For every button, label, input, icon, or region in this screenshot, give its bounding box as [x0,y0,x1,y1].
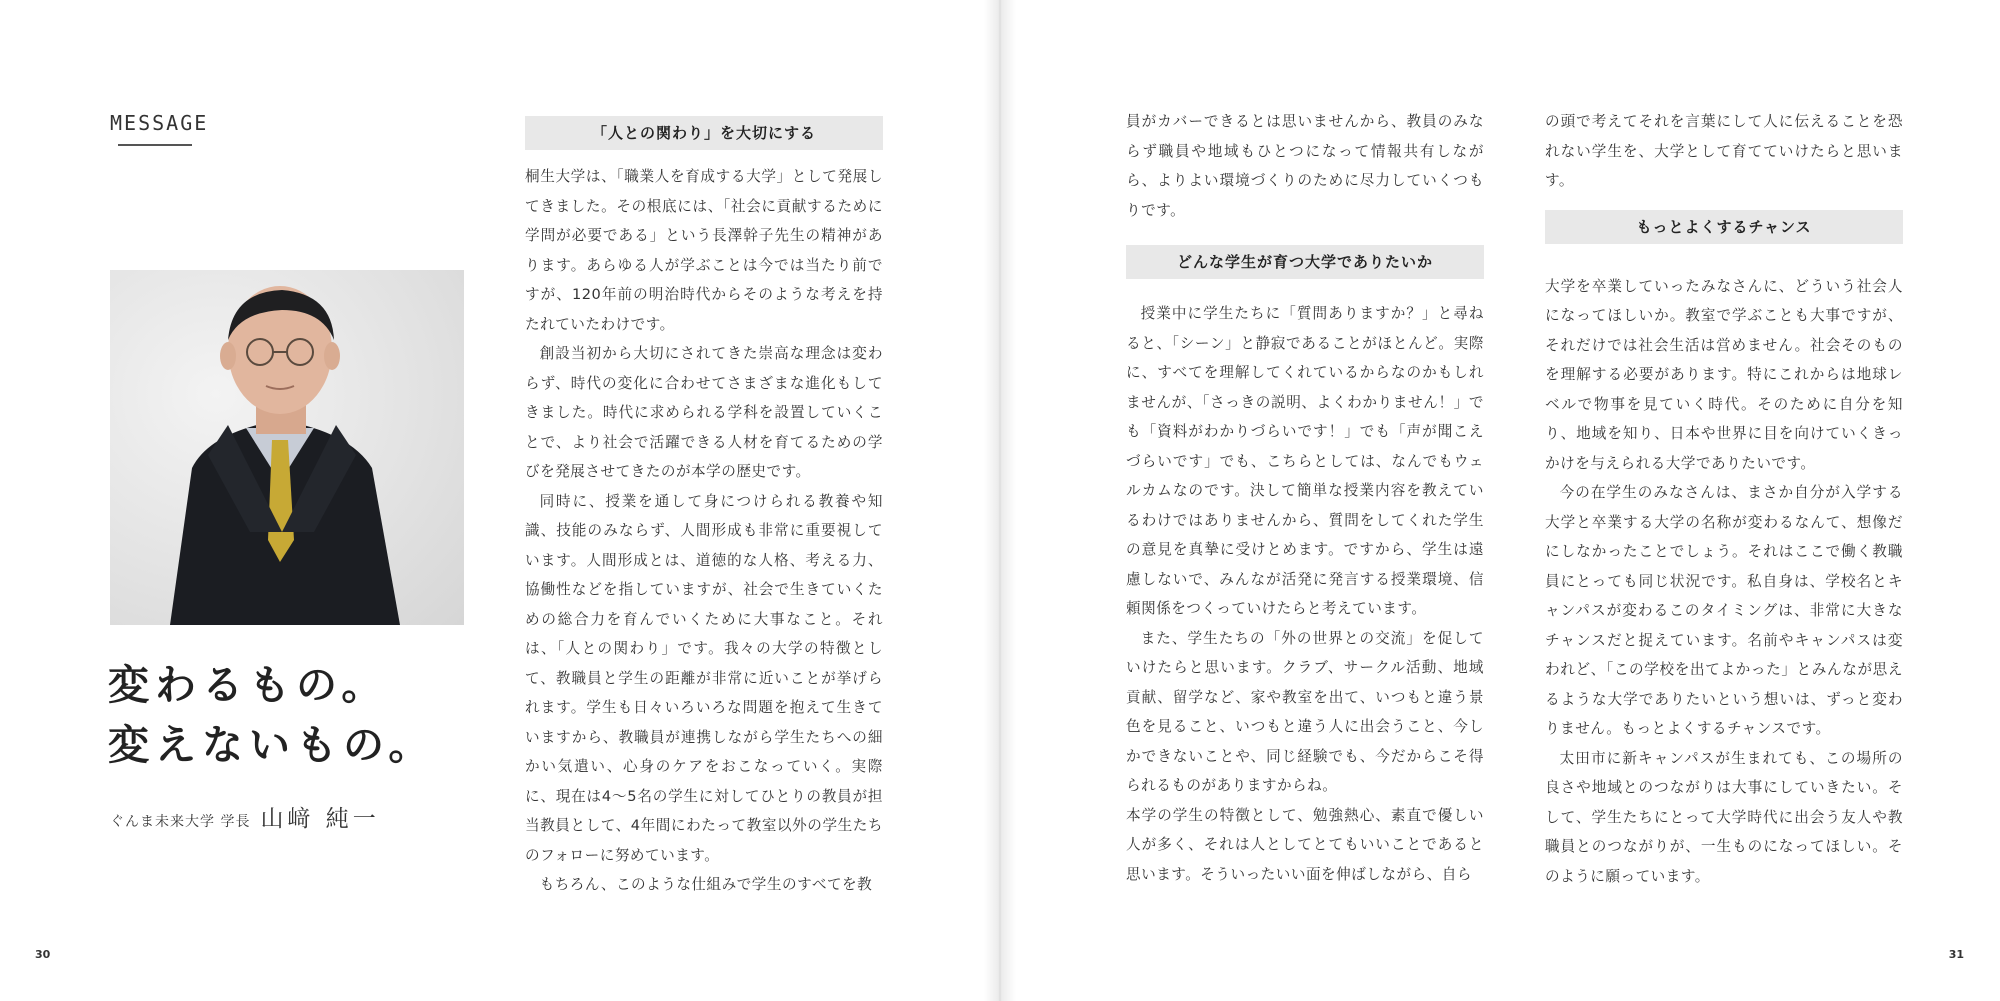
left-text-column [525,116,883,900]
headline [108,655,435,775]
headline-line-1: 変わるもの。 [108,661,389,709]
right-text-column-2 [1545,107,1903,891]
page-number: 30 [35,948,51,961]
body-paragraph: 太田市に新キャンパスが生まれても、この場所の良さや地域とのつながりは大事にしていきたい。そして、学生たちにとって大学時代に出会う友人や教職員とのつながりが、一生ものになってほしい。そのように願っています。 [1545,749,1903,885]
body-paragraph: 本学の学生の特徴として、勉強熱心、素直で優しい人が多く、それは人としてとてもいいことであると思います。そういったいい面を伸ばしながら、自ら [1126,806,1484,883]
portrait-illustration [110,270,464,625]
body-paragraph: 創設当初から大切にされてきた崇高な理念は変わらず、時代の変化に合わせてさまざまな進化もしてきました。時代に求められる学科を設置していくことで、より社会で活躍できる人材を育てるための学びを発展させてきたのが本学の歴史です。 [525,345,883,480]
body-paragraph: 授業中に学生たちに「質問ありますか？」と尋ねると、「シーン」と静寂であることがほとんど。実際に、すべてを理解してくれているからなのかもしれませんが、「さっきの説明、よくわかりません！」でも「資料がわかりづらいです！」でも「声が聞こえづらいです」でも、こちらとしては、なんでもウェルカムなのです。決して簡単な授業内容を教えているわけではありませんから、質問をしてくれた学生の意見を真摯に受けとめます。ですから、学生は遠慮しないで、みんなが活発に発言する授業環境、信頼関係をつくっていけたらと考えています。 [1126,305,1484,617]
section-heading: もっとよくするチャンス [1545,210,1903,244]
headline-line-2: 変えないもの。 [108,721,436,769]
body-paragraph: 今の在学生のみなさんは、まさか自分が入学する大学と卒業する大学の名称が変わるなんて、想像だにしなかったことでしょう。それはここで働く教職員にとっても同じ状況です。私自身は、学校名とキャンパスが変わるこのタイミングは、非常に大きなチャンスだと捉えています。名前やキャンパスは変われど、「この学校を出てよかった」とみんなが思えるような大学でありたいという想いは、ずっと変わりません。もっとよくするチャンスです。 [1545,484,1903,737]
signature-role: ぐんま未来大学 学長 [110,814,251,830]
body-paragraph: 桐生大学は、「職業人を育成する大学」として発展してきました。その根底には、「社会に貢献するために学問が必要である」という長澤幹子先生の精神があります。あらゆる人が学ぶことは今では当たり前ですが、120年前の明治時代からそのような考えを持たれていたわけです。 [525,168,883,333]
page-number: 31 [1948,948,1964,961]
section-heading: 「人との関わり」を大切にする [525,116,883,150]
section-heading: どんな学生が育つ大学でありたいか [1126,245,1484,279]
book-gutter [984,0,1016,1001]
body-paragraph: の頭で考えてそれを言葉にして人に伝えることを恐れない学生を、大学として育てていけたらと思います。 [1545,113,1903,189]
right-page [1000,0,2000,1001]
signature [110,800,380,833]
body-paragraph: 員がカバーできるとは思いませんから、教員のみならず職員や地域もひとつになって情報共有しながら、よりよい環境づくりのために尽力していくつもりです。 [1126,113,1484,219]
body-paragraph: 大学を卒業していったみなさんに、どういう社会人になってほしいか。教室で学ぶことも大事ですが、それだけでは社会生活は営めません。社会そのものを理解する必要があります。特にこれからは地球レベルで物事を見ていく時代。そのために自分を知り、地域を知り、日本や世界に目を向けていくきっかけを与えられる大学でありたいです。 [1545,277,1903,472]
body-paragraph: 同時に、授業を通して身につけられる教養や知識、技能のみならず、人間形成も非常に重要視しています。人間形成とは、道徳的な人格、考える力、協働性などを指していますが、社会で生きていくための総合力を育んでいくために大事なこと。それは、「人との関わり」です。我々の大学の特徴として、教職員と学生の距離が非常に近いことが挙げられます。学生も日々いろいろな問題を抱えて生きていますから、教職員が連携しながら学生たちへの細かい気遣い、心身のケアをおこなっていく。実際に、現在は4〜5名の学生に対してひとりの教員が担当教員として、4年間にわたって教室以外の学生たちのフォローに努めています。 [525,492,883,864]
label-underline [118,144,192,146]
section-label: MESSAGE [110,111,209,135]
signature-name: 山﨑 純一 [260,806,380,832]
right-text-column-1 [1126,107,1484,889]
body-paragraph: もちろん、このような仕組みで学生のすべてを教 [539,876,873,893]
president-portrait-photo [110,270,464,625]
body-paragraph: また、学生たちの「外の世界との交流」を促していけたらと思います。クラブ、サークル活動、地域貢献、留学など、家や教室を出て、いつもと違う景色を見ること、いつもと違う人に出会うこと、今しかできないことや、同じ経験でも、今だからこそ得られるものがありますからね。 [1126,629,1484,794]
